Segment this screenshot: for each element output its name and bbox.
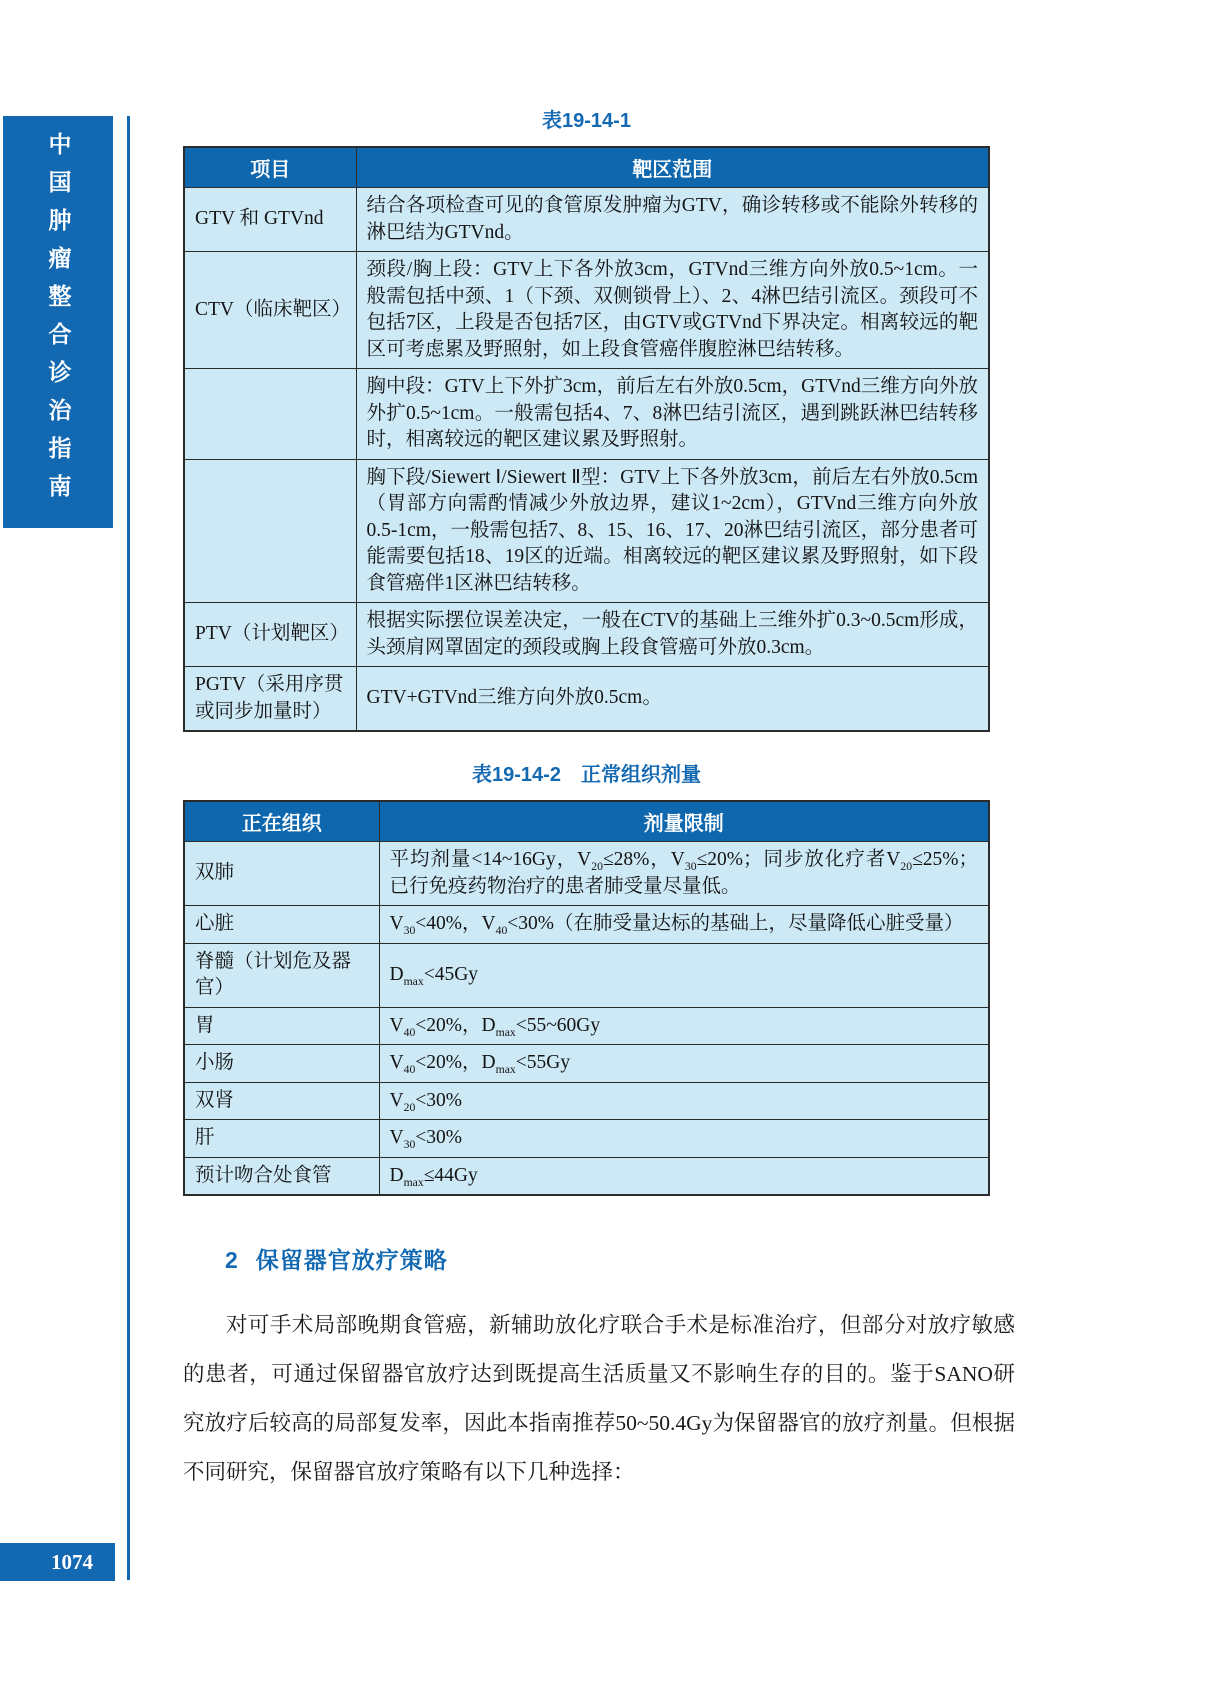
row-organ-label: 胃 — [184, 1007, 379, 1045]
table2-title: 表19-14-2 正常组织剂量 — [472, 764, 701, 786]
table-row — [184, 1120, 989, 1158]
table1-header-range: 靶区范围 — [356, 147, 989, 188]
row-organ-label: 肝 — [184, 1120, 379, 1158]
row-item-desc: 根据实际摆位误差决定，一般在CTV的基础上三维外扩0.3~0.5cm形成，头颈肩网罩固定的颈段或胸上段食管癌可外放0.3cm。 — [356, 603, 989, 667]
sidebar-banner — [3, 116, 113, 528]
row-organ-label: 双肾 — [184, 1082, 379, 1120]
table-normal-tissue-dose — [183, 800, 990, 1196]
row-item-desc: GTV+GTVnd三维方向外放0.5cm。 — [356, 667, 989, 732]
row-dose-limit: $V_{20}<30\%$ — [379, 1082, 989, 1120]
table-header-row — [184, 147, 989, 188]
row-organ-label: 小肠 — [184, 1045, 379, 1083]
row-item-label: GTV 和 GTVnd — [184, 188, 356, 252]
row-dose-limit: $V_{40}<20\%$，$D_{max}<55Gy$ — [379, 1045, 989, 1083]
table-row — [184, 943, 989, 1007]
table-row — [184, 1045, 989, 1083]
table-row — [184, 188, 989, 252]
table2-header-limit: 剂量限制 — [379, 801, 989, 842]
table-row — [184, 1007, 989, 1045]
table-row — [184, 1082, 989, 1120]
row-item-label: PGTV（采用序贯或同步加量时） — [184, 667, 356, 732]
row-item-desc: 结合各项检查可见的食管原发肿瘤为GTV，确诊转移或不能除外转移的淋巴结为GTVnd。 — [356, 188, 989, 252]
table-row — [184, 459, 989, 603]
section-title: 保留器官放疗策略 — [255, 1247, 448, 1273]
body-paragraph: 对可手术局部晚期食管癌，新辅助放化疗联合手术是标准治疗，但部分对放疗敏感的患者，可通过保留器官放疗达到既提高生活质量又不影响生存的目的。鉴于SANO研究放疗后较高的局部复发率，因此本指南推荐50~50.4Gy为保留器官的放疗剂量。但根据不同研究，保留器官放疗策略有以下几种选择： — [183, 1313, 1015, 1484]
table-row — [184, 667, 989, 732]
row-dose-limit: $D_{max}<45Gy$ — [379, 943, 989, 1007]
row-dose-limit: $V_{40}<20\%$，$D_{max}<55\sim 60Gy$ — [379, 1007, 989, 1045]
table-row — [184, 1157, 989, 1195]
section-number: 2 — [225, 1247, 238, 1273]
row-item-label: PTV（计划靶区） — [184, 603, 356, 667]
table-row — [184, 603, 989, 667]
table1-title: 表19-14-1 — [542, 110, 631, 132]
table1-header-item: 项目 — [184, 147, 356, 188]
table-row — [184, 252, 989, 369]
row-item-desc: 胸下段/Siewert Ⅰ/Siewert Ⅱ型：GTV上下各外放3cm，前后左右外放0.5cm（胃部方向需酌情减少外放边界，建议1~2cm），GTVnd三维方向外放0.5-1cm，一般需包括7、8、15、16、17、20淋巴结引流区，部分患者可能需要包括18、19区的近端。相离较远的靶区建议累及野照射，如下段食管癌伴1区淋巴结转移。 — [356, 459, 989, 603]
row-dose-limit: $V_{30}<30\%$ — [379, 1120, 989, 1158]
row-dose-limit: $V_{30}<40\%$，$V_{40}<30\%$（在肺受量达标的基础上，尽量降低心脏受量） — [379, 906, 989, 944]
row-organ-label: 心脏 — [184, 906, 379, 944]
row-organ-label: 双肺 — [184, 842, 379, 906]
row-dose-limit: $D_{max}\le 44Gy$ — [379, 1157, 989, 1195]
section-heading — [225, 1242, 1015, 1275]
row-item-label — [184, 459, 356, 603]
page-content — [183, 0, 1015, 1497]
row-organ-label: 预计吻合处食管 — [184, 1157, 379, 1195]
row-organ-label: 脊髓（计划危及器官） — [184, 943, 379, 1007]
book-title-vertical: 中国肿瘤整合诊治指南 — [45, 132, 72, 512]
row-item-desc: 颈段/胸上段：GTV上下各外放3cm，GTVnd三维方向外放0.5~1cm。一般需包括中颈、1（下颈、双侧锁骨上）、2、4淋巴结引流区。颈段可不包括7区，上段是否包括7区，由GTV或GTVnd下界决定。相离较远的靶区可考虑累及野照射，如上段食管癌伴腹腔淋巴结转移。 — [356, 252, 989, 369]
row-item-label — [184, 369, 356, 460]
table2-header-organ: 正在组织 — [184, 801, 379, 842]
table-row — [184, 842, 989, 906]
row-dose-limit: 平均剂量<14~16Gy，$V_{20}\le 28\%$，$V_{30}\le 20\%$；同步放化疗者$V_{20}\le 25\%$；已行免疫药物治疗的患者肺受量尽量低。 — [379, 842, 989, 906]
table-target-volumes — [183, 146, 990, 732]
vertical-rule — [127, 116, 130, 1580]
row-item-desc: 胸中段：GTV上下外扩3cm，前后左右外放0.5cm，GTVnd三维方向外放外扩0.5~1cm。一般需包括4、7、8淋巴结引流区，遇到跳跃淋巴结转移时，相离较远的靶区建议累及野照射。 — [356, 369, 989, 460]
table-header-row — [184, 801, 989, 842]
table-row — [184, 906, 989, 944]
page-number-badge: 1074 — [0, 1543, 115, 1581]
row-item-label: CTV（临床靶区） — [184, 252, 356, 369]
table-row — [184, 369, 989, 460]
